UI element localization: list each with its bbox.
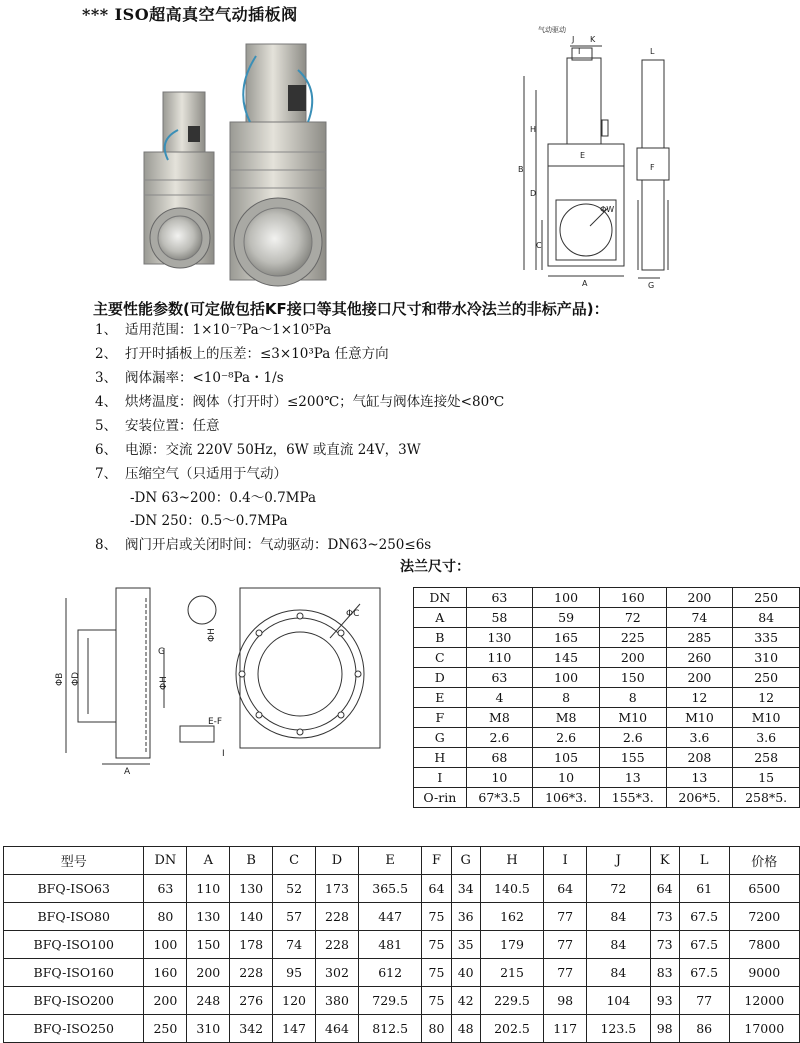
flange-dim-i: I (222, 749, 225, 759)
table-cell: 225 (599, 628, 666, 648)
table-cell: 74 (666, 608, 733, 628)
table-cell: 17000 (729, 1015, 799, 1043)
table-cell: 165 (533, 628, 600, 648)
table-cell: 342 (230, 1015, 273, 1043)
table-cell: 110 (187, 875, 230, 903)
table-cell: 335 (733, 628, 800, 648)
flange-dim-b: ΦB (55, 672, 65, 686)
table-cell: 68 (466, 748, 533, 768)
dim-label-d: D (530, 189, 537, 198)
table-cell: 83 (650, 959, 679, 987)
table-cell: 447 (358, 903, 421, 931)
column-header: 型号 (4, 847, 144, 875)
table-cell: 84 (733, 608, 800, 628)
column-header: 价格 (729, 847, 799, 875)
flange-dim-d: ΦD (71, 671, 81, 686)
table-cell: 75 (422, 959, 451, 987)
table-cell: 98 (650, 1015, 679, 1043)
table-row (414, 688, 800, 708)
table-cell: 3.6 (666, 728, 733, 748)
specs-heading: 主要性能参数(可定做包括KF接口等其他接口尺寸和带水冷法兰的非标产品)： (93, 300, 609, 318)
table-cell: 75 (422, 931, 451, 959)
flange-table-title: 法兰尺寸： (400, 559, 470, 575)
table-cell: 80 (422, 1015, 451, 1043)
table-cell: 48 (451, 1015, 480, 1043)
column-header: C (273, 847, 316, 875)
table-cell: 100 (144, 931, 187, 959)
flange-dim-c: ΦC (346, 609, 360, 619)
flange-dim-a: A (124, 767, 131, 777)
table-cell: 58 (466, 608, 533, 628)
model-price-table (3, 846, 800, 1043)
table-cell: 9000 (729, 959, 799, 987)
table-row (414, 648, 800, 668)
table-row (414, 608, 800, 628)
column-header: H (480, 847, 543, 875)
table-cell: 12 (666, 688, 733, 708)
table-cell: 67*3.5 (466, 788, 533, 808)
table-cell: 104 (587, 987, 650, 1015)
flange-dim-g: G (158, 647, 165, 657)
column-header: D (316, 847, 359, 875)
table-cell: BFQ-ISO80 (4, 903, 144, 931)
spec-item: 6、 电源：交流 220V 50Hz，6W 或直流 24V，3W (95, 442, 421, 458)
page-title: *** ISO超高真空气动插板阀 (82, 5, 298, 24)
table-cell: 276 (230, 987, 273, 1015)
spec-item: 7、 压缩空气（只适用于气动） (95, 466, 287, 482)
column-header: I (544, 847, 587, 875)
table-cell: 13 (666, 768, 733, 788)
table-row (414, 748, 800, 768)
table-cell: 95 (273, 959, 316, 987)
table-row (4, 987, 800, 1015)
table-cell: 8 (533, 688, 600, 708)
table-cell: O-rin (414, 788, 467, 808)
table-cell: 215 (480, 959, 543, 987)
table-cell: 160 (599, 588, 666, 608)
table-cell: 106*3. (533, 788, 600, 808)
table-cell: 12000 (729, 987, 799, 1015)
column-header: A (187, 847, 230, 875)
drawing-label: 气动驱动 (538, 26, 566, 34)
table-cell: 64 (650, 875, 679, 903)
table-cell: 123.5 (587, 1015, 650, 1043)
table-cell: 145 (533, 648, 600, 668)
table-cell: 208 (666, 748, 733, 768)
table-row (414, 708, 800, 728)
table-cell: 250 (144, 1015, 187, 1043)
table-cell: 310 (733, 648, 800, 668)
table-cell: 130 (466, 628, 533, 648)
table-cell: 57 (273, 903, 316, 931)
dim-label-e: E (580, 151, 586, 160)
table-cell: A (414, 608, 467, 628)
table-cell: 228 (230, 959, 273, 987)
table-cell: 200 (666, 588, 733, 608)
table-cell: 52 (273, 875, 316, 903)
table-cell: 36 (451, 903, 480, 931)
table-row (414, 768, 800, 788)
table-cell: 72 (587, 875, 650, 903)
table-row (414, 668, 800, 688)
dim-label-g: G (648, 281, 655, 290)
table-cell: 77 (679, 987, 729, 1015)
table-cell: G (414, 728, 467, 748)
table-cell: 7800 (729, 931, 799, 959)
table-cell: 7200 (729, 903, 799, 931)
table-row (414, 628, 800, 648)
dim-label-k: K (590, 35, 596, 44)
table-cell: 84 (587, 903, 650, 931)
spec-item: 5、 安装位置：任意 (95, 418, 220, 434)
table-cell: 35 (451, 931, 480, 959)
table-cell: 140 (230, 903, 273, 931)
table-cell: 73 (650, 931, 679, 959)
table-cell: 74 (273, 931, 316, 959)
table-cell: 77 (544, 903, 587, 931)
table-cell: 2.6 (533, 728, 600, 748)
table-cell: 260 (666, 648, 733, 668)
spec-subitem: -DN 63~200：0.4～0.7MPa (130, 490, 317, 506)
table-cell: 140.5 (480, 875, 543, 903)
column-header: L (679, 847, 729, 875)
table-cell: 258*5. (733, 788, 800, 808)
table-cell: 64 (422, 875, 451, 903)
table-row (4, 931, 800, 959)
table-row (4, 1015, 800, 1043)
column-header: J (587, 847, 650, 875)
table-cell: 40 (451, 959, 480, 987)
table-cell: 147 (273, 1015, 316, 1043)
table-cell: 67.5 (679, 931, 729, 959)
table-cell: 4 (466, 688, 533, 708)
table-cell: 10 (466, 768, 533, 788)
table-cell: 6500 (729, 875, 799, 903)
spec-subitem: -DN 250：0.5～0.7MPa (130, 513, 288, 529)
table-cell: C (414, 648, 467, 668)
table-cell: 75 (422, 987, 451, 1015)
table-cell: 84 (587, 931, 650, 959)
spec-item: 8、 阀门开启或关闭时间：气动驱动：DN63~250≤6s (95, 537, 432, 553)
table-cell: 34 (451, 875, 480, 903)
table-cell: M10 (733, 708, 800, 728)
table-cell: 93 (650, 987, 679, 1015)
table-cell: 285 (666, 628, 733, 648)
table-row (414, 728, 800, 748)
table-cell: 12 (733, 688, 800, 708)
dim-label-l: L (650, 47, 655, 56)
dim-label-j: J (572, 35, 575, 44)
table-cell: 73 (650, 903, 679, 931)
table-cell: 10 (533, 768, 600, 788)
flange-dim-h1: ΦH (207, 628, 217, 642)
table-cell: 150 (187, 931, 230, 959)
table-cell: F (414, 708, 467, 728)
large-valve-image (230, 44, 326, 286)
table-cell: DN (414, 588, 467, 608)
small-valve-image (144, 92, 214, 268)
column-header: E (358, 847, 421, 875)
table-cell: 61 (679, 875, 729, 903)
table-cell: 100 (533, 588, 600, 608)
table-cell: 200 (666, 668, 733, 688)
table-cell: 160 (144, 959, 187, 987)
table-cell: 178 (230, 931, 273, 959)
table-cell: 179 (480, 931, 543, 959)
table-cell: 250 (733, 668, 800, 688)
table-cell: 120 (273, 987, 316, 1015)
table-cell: B (414, 628, 467, 648)
table-cell: BFQ-ISO63 (4, 875, 144, 903)
table-cell: 77 (544, 959, 587, 987)
table-cell: 200 (599, 648, 666, 668)
table-cell: 202.5 (480, 1015, 543, 1043)
table-cell: 228 (316, 931, 359, 959)
table-row (4, 875, 800, 903)
table-cell: 2.6 (599, 728, 666, 748)
table-row (4, 903, 800, 931)
spec-item: 3、 阀体漏率：<10⁻⁸Pa・1/s (95, 370, 284, 386)
table-cell: 130 (187, 903, 230, 931)
table-cell: BFQ-ISO200 (4, 987, 144, 1015)
table-cell: 72 (599, 608, 666, 628)
table-row (414, 588, 800, 608)
table-cell: BFQ-ISO250 (4, 1015, 144, 1043)
table-cell: 200 (187, 959, 230, 987)
dim-label-h: H (530, 125, 537, 134)
table-cell: 13 (599, 768, 666, 788)
table-cell: M8 (533, 708, 600, 728)
dim-label-a: A (582, 279, 588, 288)
table-cell: 173 (316, 875, 359, 903)
table-cell: 3.6 (733, 728, 800, 748)
dim-label-i: I (578, 47, 581, 56)
table-cell: 80 (144, 903, 187, 931)
table-cell: M10 (599, 708, 666, 728)
spec-item: 1、 适用范围：1×10⁻⁷Pa～1×10⁵Pa (95, 322, 332, 338)
table-cell: 248 (187, 987, 230, 1015)
column-header: F (422, 847, 451, 875)
table-cell: 67.5 (679, 903, 729, 931)
table-cell: 15 (733, 768, 800, 788)
table-cell: 75 (422, 903, 451, 931)
column-header: G (451, 847, 480, 875)
table-cell: 310 (187, 1015, 230, 1043)
table-cell: 64 (544, 875, 587, 903)
table-cell: D (414, 668, 467, 688)
table-cell: 84 (587, 959, 650, 987)
dim-label-b: B (518, 165, 524, 174)
table-cell: 365.5 (358, 875, 421, 903)
table-cell: 63 (466, 588, 533, 608)
table-cell: 77 (544, 931, 587, 959)
table-cell: 155 (599, 748, 666, 768)
table-cell: 2.6 (466, 728, 533, 748)
table-cell: BFQ-ISO100 (4, 931, 144, 959)
table-cell: BFQ-ISO160 (4, 959, 144, 987)
table-cell: 162 (480, 903, 543, 931)
table-cell: 8 (599, 688, 666, 708)
table-row (4, 959, 800, 987)
table-cell: 206*5. (666, 788, 733, 808)
table-cell: H (414, 748, 467, 768)
table-cell: 258 (733, 748, 800, 768)
table-cell: 612 (358, 959, 421, 987)
dim-label-f: F (650, 163, 655, 172)
flange-drawing (50, 578, 390, 778)
spec-item: 2、 打开时插板上的压差：≤3×10³Pa 任意方向 (95, 346, 389, 362)
table-cell: 380 (316, 987, 359, 1015)
column-header: K (650, 847, 679, 875)
table-cell: 98 (544, 987, 587, 1015)
table-cell: 302 (316, 959, 359, 987)
flange-dim-h2: ΦH (159, 676, 169, 690)
table-cell: 63 (466, 668, 533, 688)
column-header: DN (144, 847, 187, 875)
table-cell: 229.5 (480, 987, 543, 1015)
table-cell: 228 (316, 903, 359, 931)
column-header: B (230, 847, 273, 875)
table-cell: 812.5 (358, 1015, 421, 1043)
table-cell: I (414, 768, 467, 788)
table-cell: 150 (599, 668, 666, 688)
table-cell: 729.5 (358, 987, 421, 1015)
dim-label-c: C (536, 241, 542, 250)
table-cell: 59 (533, 608, 600, 628)
table-cell: M10 (666, 708, 733, 728)
flange-dim-ef: E-F (208, 717, 223, 727)
dim-label-w: ΦW (600, 205, 615, 214)
valve-drawing (510, 20, 680, 295)
table-cell: 67.5 (679, 959, 729, 987)
table-cell: M8 (466, 708, 533, 728)
flange-size-table (413, 587, 800, 808)
table-cell: 110 (466, 648, 533, 668)
table-cell: 200 (144, 987, 187, 1015)
table-cell: 117 (544, 1015, 587, 1043)
table-row (414, 788, 800, 808)
table-cell: 100 (533, 668, 600, 688)
table-cell: 130 (230, 875, 273, 903)
product-photo (138, 30, 338, 290)
table-cell: 42 (451, 987, 480, 1015)
table-cell: 464 (316, 1015, 359, 1043)
table-cell: 86 (679, 1015, 729, 1043)
spec-item: 4、 烘烤温度：阀体（打开时）≤200℃；气缸与阀体连接处<80℃ (95, 394, 505, 410)
table-cell: 155*3. (599, 788, 666, 808)
table-cell: E (414, 688, 467, 708)
table-cell: 105 (533, 748, 600, 768)
table-cell: 250 (733, 588, 800, 608)
table-cell: 481 (358, 931, 421, 959)
table-cell: 63 (144, 875, 187, 903)
